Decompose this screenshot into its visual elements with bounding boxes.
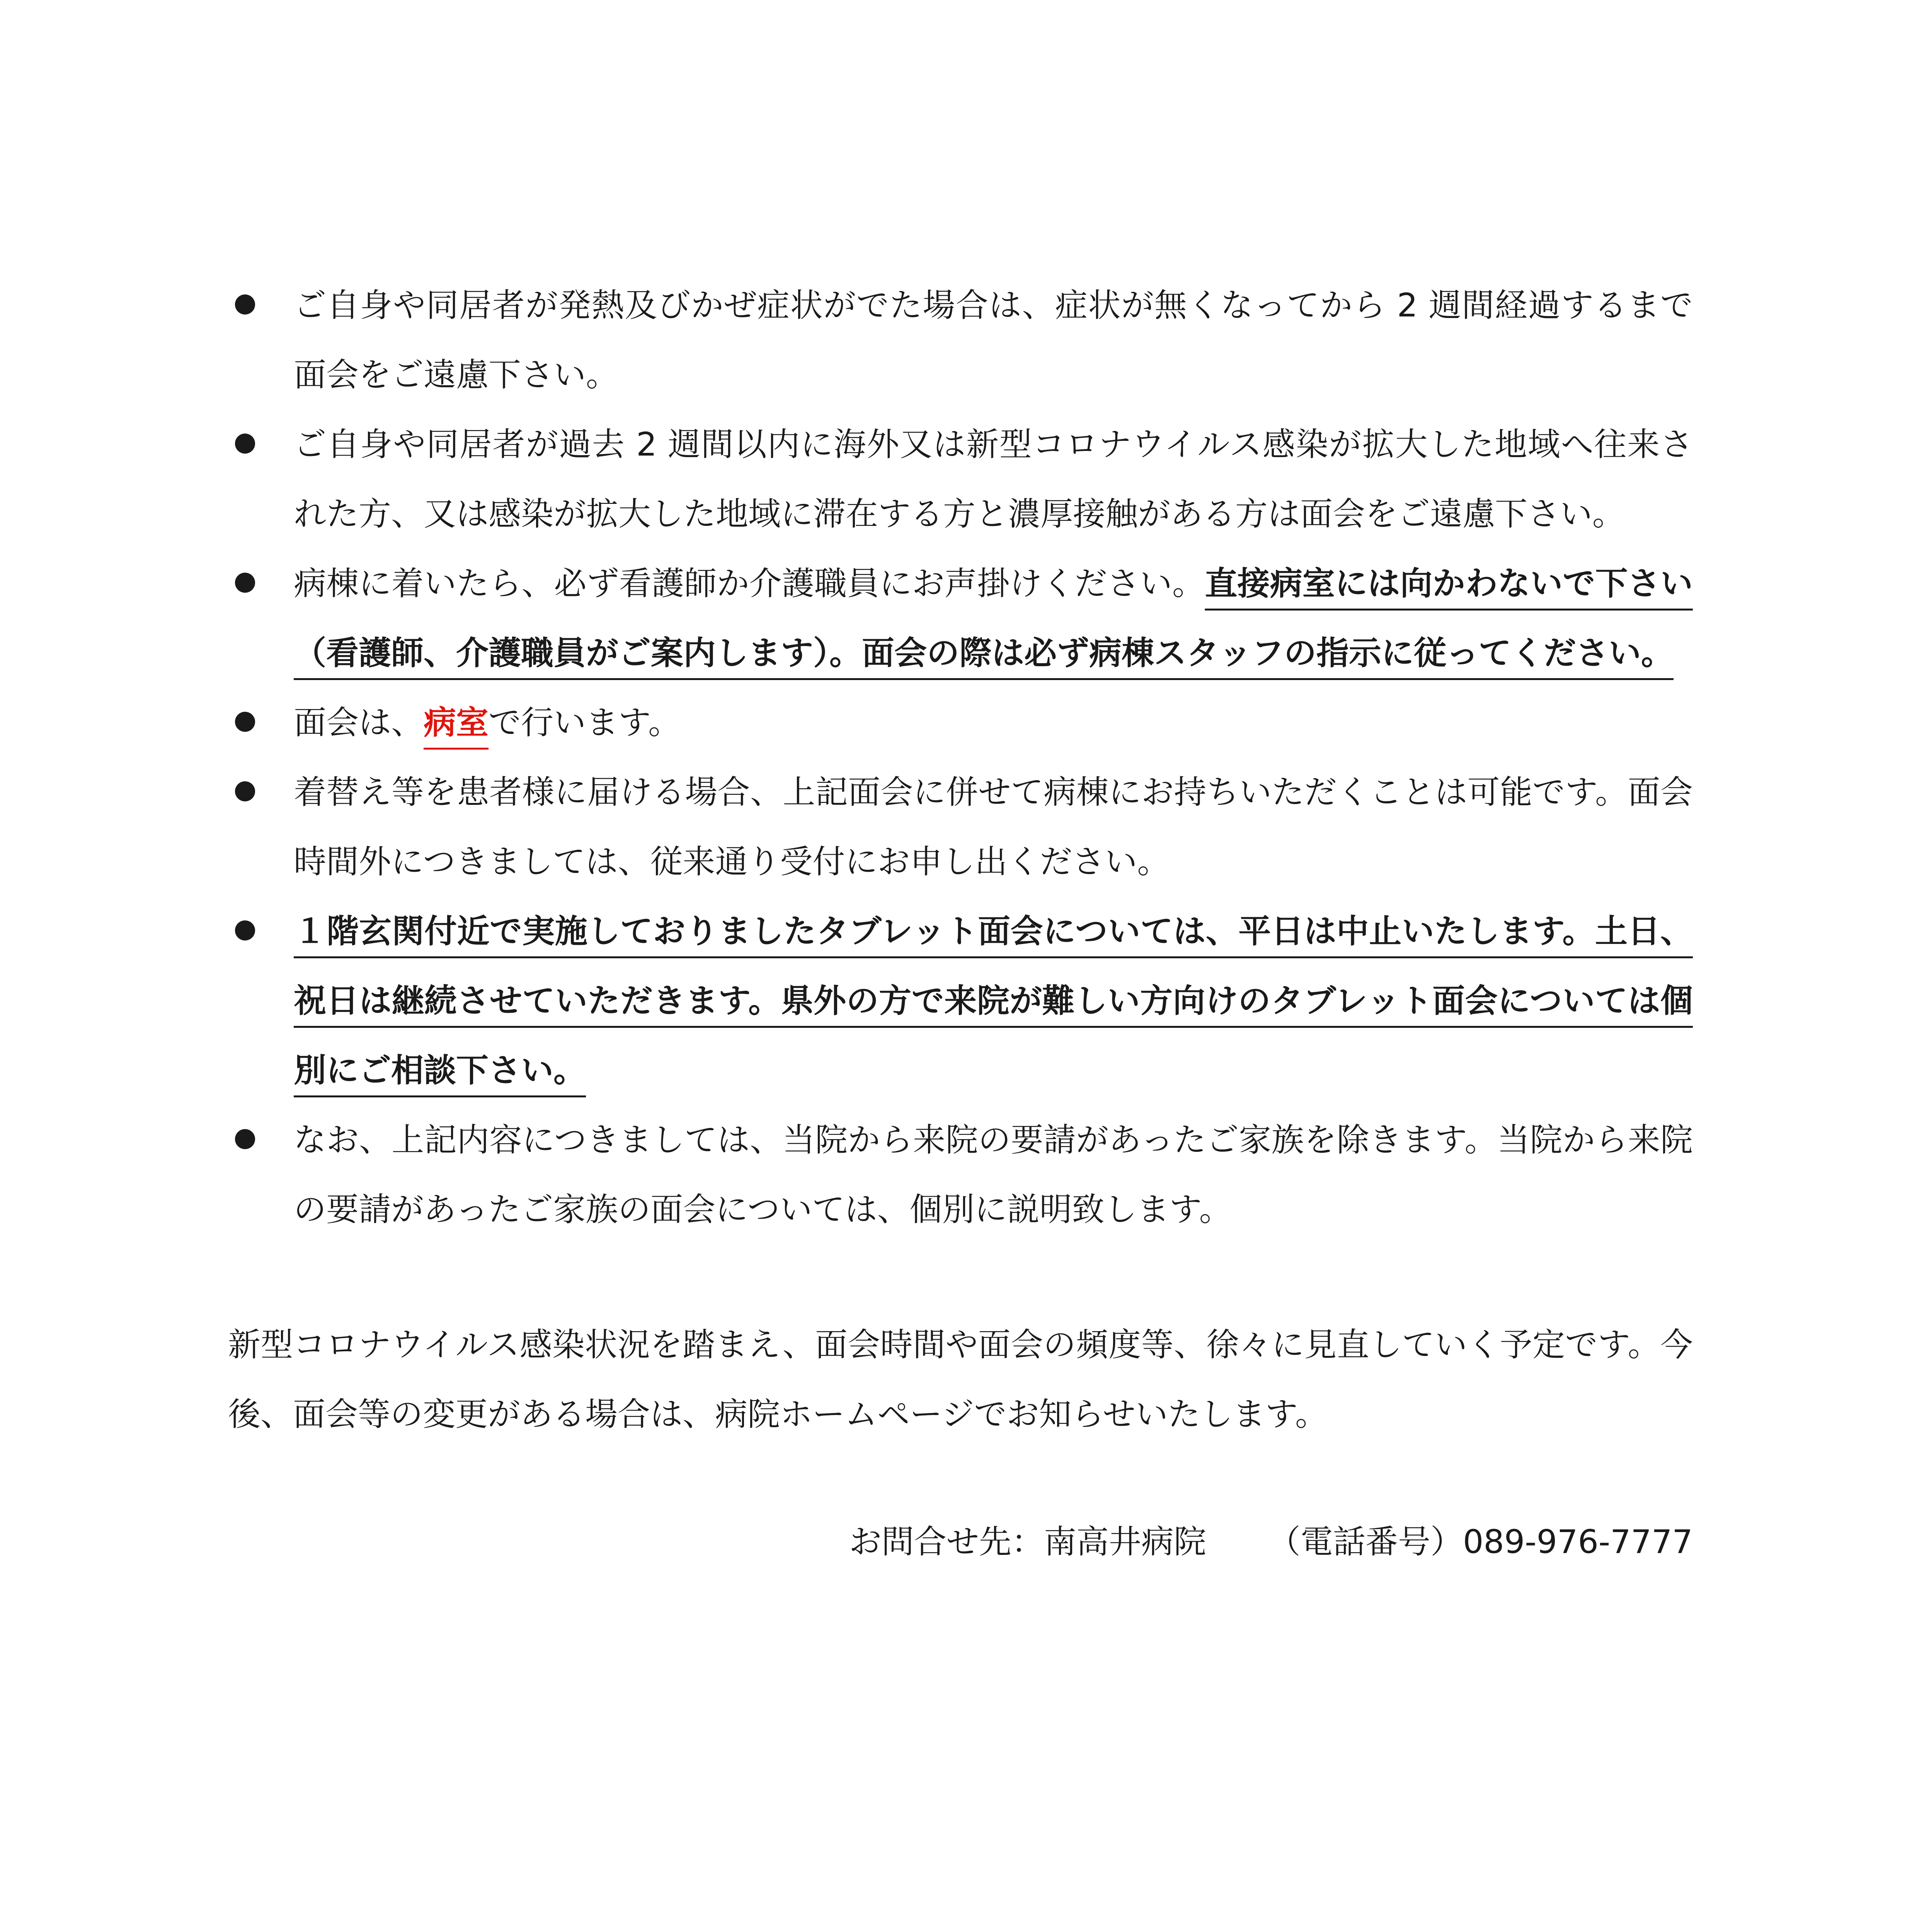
item-text-after: で行います。 (489, 704, 681, 742)
item-text: ご自身や同居者が発熱及びかぜ症状がでた場合は、症状が無くなってから 2 週間経過するまで面会をご遠慮下さい。 (294, 286, 1693, 394)
item-emphasis-text: 直接病室には向かわないで下さい（看護師、介護職員がご案内します）。面会の際は必ず病棟スタッフの指示に従ってください。 (294, 565, 1693, 672)
bullet-icon (235, 781, 255, 801)
list-item (228, 757, 1693, 896)
item-text: 着替え等を患者様に届ける場合、上記面会に併せて病棟にお持ちいただくことは可能です。面会時間外につきましては、従来通り受付にお申し出ください。 (294, 773, 1693, 881)
contact-line (228, 1507, 1693, 1577)
contact-label: お問合せ先：南高井病院 (849, 1523, 1206, 1561)
bullet-icon (235, 294, 255, 315)
item-text: ご自身や同居者が過去 2 週間以内に海外又は新型コロナウイルス感染が拡大した地域へ往来された方、又は感染が拡大した地域に滞在する方と濃厚接触がある方は面会をご遠慮下さい。 (294, 425, 1693, 533)
bullet-icon (235, 1129, 255, 1149)
contact-phone: （電話番号）089-976-7777 (1268, 1523, 1693, 1561)
list-item (228, 688, 1693, 757)
bullet-icon (235, 712, 255, 732)
item-text-before: 面会は、 (294, 704, 424, 742)
bullet-icon (235, 920, 255, 940)
item-highlight-text: 病室 (424, 704, 489, 742)
list-item (228, 270, 1693, 410)
list-item (228, 1105, 1693, 1244)
bullet-icon (235, 573, 255, 593)
notice-page (228, 270, 1693, 1577)
list-item (228, 410, 1693, 549)
item-text: 病棟に着いたら、必ず看護師か介護職員にお声掛けください。 (294, 565, 1205, 602)
list-item (228, 549, 1693, 688)
list-item (228, 896, 1693, 1105)
closing-paragraph: 新型コロナウイルス感染状況を踏まえ、面会時間や面会の頻度等、徐々に見直していく予定です。今後、面会等の変更がある場合は、病院ホームページでお知らせいたします。 (228, 1326, 1693, 1433)
item-emphasis-text: １階玄関付近で実施しておりましたタブレット面会については、平日は中止いたします。土日、祝日は継続させていただきます。県外の方で来院が難しい方向けのタブレット面会については個別にご相談下さい。 (294, 912, 1693, 1089)
bullet-icon (235, 434, 255, 454)
visiting-rules-list (228, 270, 1693, 1244)
item-text: なお、上記内容につきましては、当院から来院の要請があったご家族を除きます。当院から来院の要請があったご家族の面会については、個別に説明致します。 (294, 1121, 1693, 1228)
